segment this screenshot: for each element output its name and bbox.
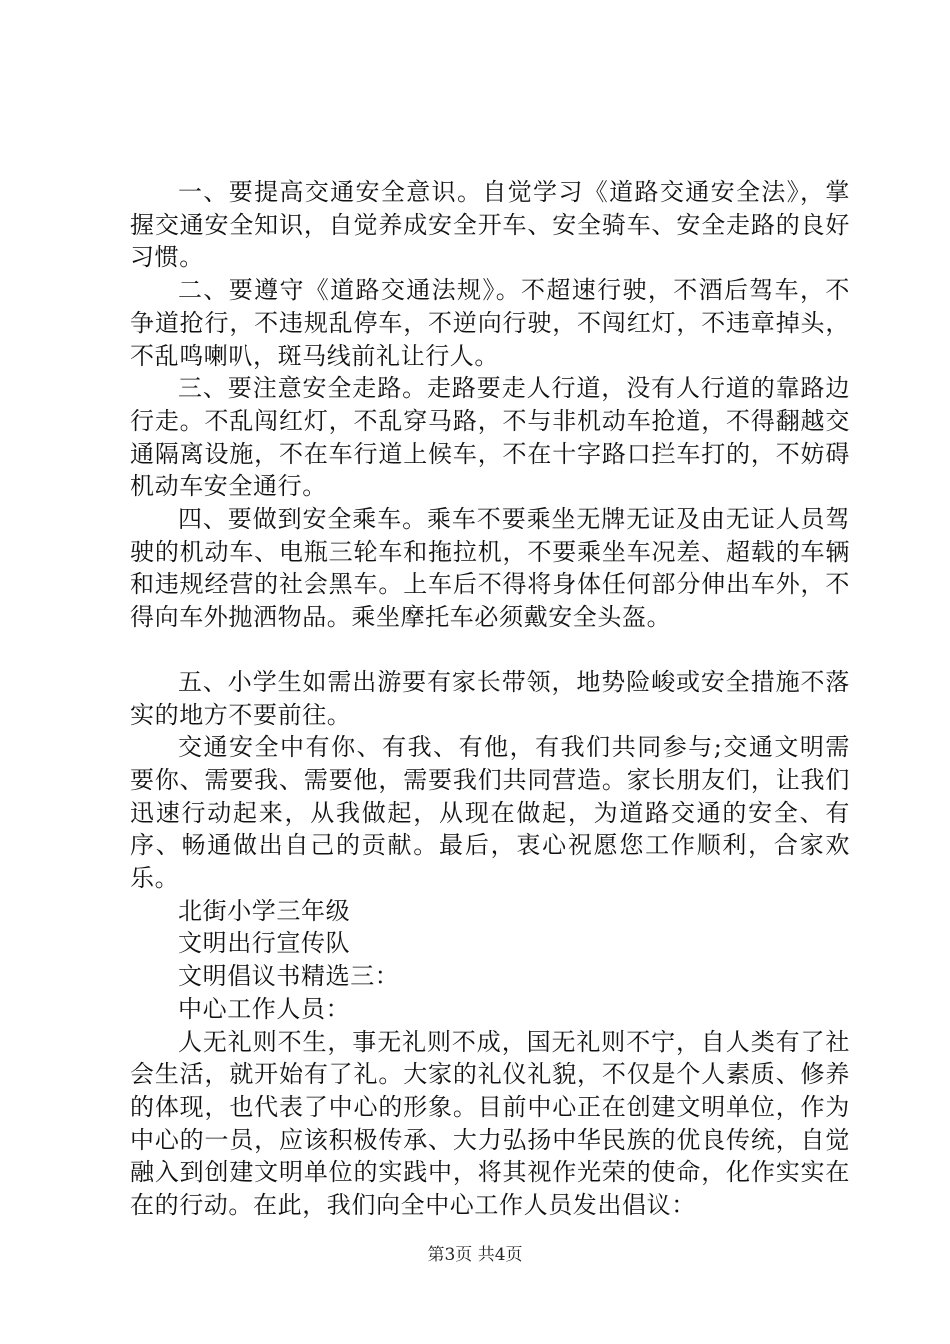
document-body: [130, 176, 850, 1222]
page-footer: 第3页 共4页: [427, 1245, 523, 1265]
signature-team: 文明出行宣传队: [178, 929, 351, 958]
paragraph-riding-safety: 四、要做到安全乘车。乘车不要乘坐无牌无证及由无证人员驾驶的机动车、电瓶三轮车和拖拉机，不要乘坐车况差、超载的车辆和违规经营的社会黑车。上车后不得将身体任何部分伸出车外，不得向车外抛洒物品。乘坐摩托车必须戴安全头盔。: [130, 505, 850, 632]
paragraph-closing-appeal: 交通安全中有你、有我、有他，有我们共同参与;交通文明需要你、需要我、需要他，需要我们共同营造。家长朋友们，让我们迅速行动起来，从我做起，从现在做起，为道路交通的安全、有序、畅通做出自己的贡献。最后，衷心祝愿您工作顺利，合家欢乐。: [130, 733, 850, 893]
paragraph-etiquette-intro: 人无礼则不生，事无礼则不成，国无礼则不宁，自人类有了社会生活，就开始有了礼。大家的礼仪礼貌，不仅是个人素质、修养的体现，也代表了中心的形象。目前中心正在创建文明单位，作为中心的一员，应该积极传承、大力弘扬中华民族的优良传统，自觉融入到创建文明单位的实践中，将其视作光荣的使命，化作实实在在的行动。在此，我们向全中心工作人员发出倡议：: [130, 1027, 850, 1220]
section-heading: 文明倡议书精选三：: [178, 962, 400, 991]
paragraph-outing-safety: 五、小学生如需出游要有家长带领，地势险峻或安全措施不落实的地方不要前往。: [130, 667, 850, 729]
salutation: 中心工作人员：: [178, 994, 351, 1023]
signature-school: 北街小学三年级: [178, 896, 351, 925]
paragraph-walking-safety: 三、要注意安全走路。走路要走人行道，没有人行道的靠路边行走。不乱闯红灯，不乱穿马路，不与非机动车抢道，不得翻越交通隔离设施，不在车行道上候车，不在十字路口拦车打的，不妨碍机动车安全通行。: [130, 374, 850, 501]
paragraph-traffic-awareness: 一、要提高交通安全意识。自觉学习《道路交通安全法》，掌握交通安全知识，自觉养成安全开车、安全骑车、安全走路的良好习惯。: [130, 178, 850, 272]
paragraph-traffic-rules: 二、要遵守《道路交通法规》。不超速行驶，不酒后驾车，不争道抢行，不违规乱停车，不逆向行驶，不闯红灯，不违章掉头，不乱鸣喇叭，斑马线前礼让行人。: [130, 276, 850, 370]
